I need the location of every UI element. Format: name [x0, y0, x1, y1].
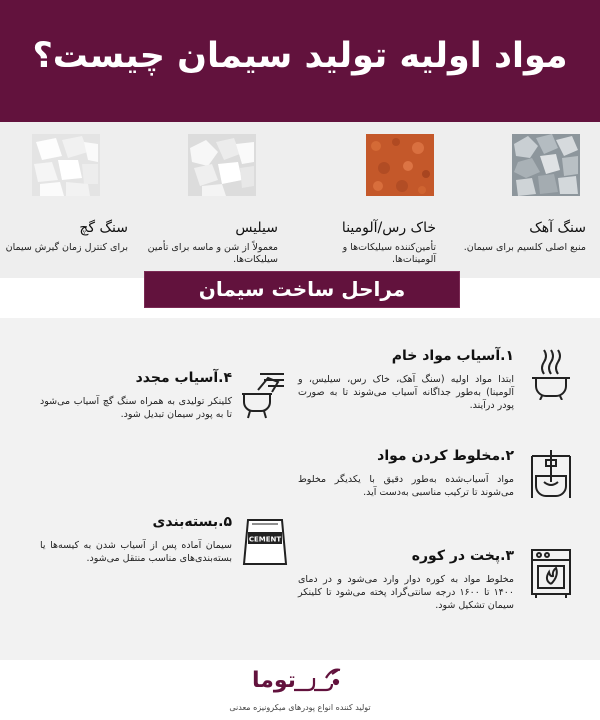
- brand-logo-text: توما: [252, 668, 296, 693]
- material-name: سنگ گچ: [79, 220, 128, 236]
- materials-section: [0, 122, 600, 278]
- regrind-icon: [240, 368, 286, 420]
- material-description: برای کنترل زمان گیرش سیمان: [5, 242, 128, 253]
- cement-bag-label: CEMENT: [248, 535, 282, 544]
- section-title: مراحل ساخت سیمان: [198, 277, 406, 301]
- step-1: [298, 348, 514, 412]
- step-description: کلینکر تولیدی به همراه سنگ گچ آسیاب می‌شود تا به پودر سیمان تبدیل شود.: [40, 396, 232, 420]
- mixer-icon: [528, 448, 574, 500]
- step-description: ابتدا مواد اولیه (سنگ آهک، خاک رس، سیلیس، و آلومینا) به‌طور جداگانه آسیاب می‌شوند تا به صورت پودر درآیند.: [298, 374, 514, 411]
- grinder-icon: [528, 348, 574, 400]
- step-title: ۲.مخلوط کردن مواد: [377, 448, 514, 464]
- clay-soil-image: [366, 134, 434, 196]
- page-title: مواد اولیه تولید سیمان چیست؟: [32, 36, 568, 76]
- gypsum-rocks-image: [32, 134, 100, 196]
- step-title: ۳.پخت در کوره: [411, 548, 514, 564]
- step-description: مواد آسیاب‌شده به‌طور دقیق با یکدیگر مخلوط می‌شوند تا ترکیب مناسبی به‌دست آید.: [298, 474, 514, 498]
- limestone-rocks-image: [512, 134, 580, 196]
- silica-rocks-image: [188, 134, 256, 196]
- material-description: معمولاً از شن و ماسه برای تأمین سیلیکات‌ها.: [147, 242, 278, 265]
- step-3: [298, 548, 514, 612]
- material-description: منبع اصلی کلسیم برای سیمان.: [463, 242, 586, 253]
- step-4: [40, 370, 232, 421]
- step-description: مخلوط مواد به کوره دوار وارد می‌شود و در دمای ۱۴۰۰ تا ۱۶۰۰ درجه سانتی‌گراد پخته می‌شود تا کلینکر سیمان تشکیل شود.: [298, 574, 514, 611]
- material-name: خاک رس/آلومینا: [341, 220, 436, 236]
- material-description: تأمین‌کننده سیلیکات‌ها و آلومینات‌ها.: [342, 242, 436, 265]
- step-5: [40, 514, 232, 565]
- material-name: سیلیس: [235, 220, 278, 236]
- section-title-box: [144, 271, 460, 308]
- footer-tagline: تولید کننده انواع پودرهای میکرونیزه معدنی: [229, 703, 371, 712]
- step-description: سیمان آماده پس از آسیاب شدن به کیسه‌ها یا بسته‌بندی‌های مناسب منتقل می‌شود.: [40, 540, 232, 564]
- material-name: سنگ آهک: [529, 220, 586, 236]
- kiln-icon: [528, 546, 574, 598]
- brand-logo-icon: [290, 664, 346, 698]
- step-title: ۵.بسته‌بندی: [152, 514, 232, 530]
- step-2: [298, 448, 514, 499]
- step-title: ۴.آسیاب مجدد: [135, 370, 232, 386]
- cement-bag-icon: [242, 516, 288, 568]
- header-banner: [0, 0, 600, 122]
- step-title: ۱.آسیاب مواد خام: [391, 348, 514, 364]
